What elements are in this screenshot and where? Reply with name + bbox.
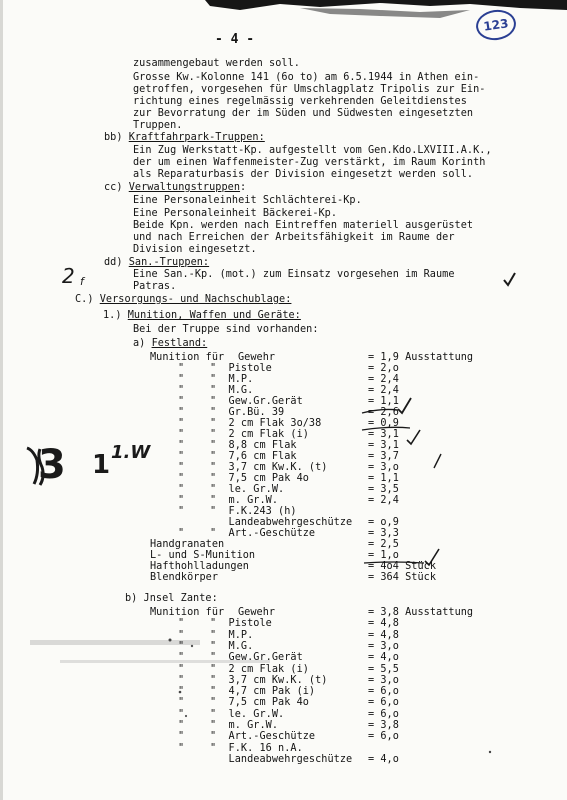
row-item: " Gr.Bü. 39: [210, 407, 285, 418]
body-line: Eine Personaleinheit Bäckerei-Kp.: [133, 208, 338, 219]
row-item: " M.G.: [210, 640, 254, 652]
row-label: ": [178, 506, 185, 517]
row-item: " Pistole: [210, 618, 272, 630]
row-value: = 3,1: [368, 440, 399, 451]
body-line: Grosse Kw.-Kolonne 141 (6o to) am 6.5.1944 in Athen ein-: [133, 72, 480, 83]
row-value: = o,9: [368, 517, 399, 528]
archive-page-stamp: 123: [474, 7, 518, 42]
row-item: " Pistole: [210, 363, 272, 374]
row-item: " M.G.: [210, 385, 254, 396]
row-item: " F.K.243 (h): [210, 506, 297, 517]
body-line: Eine Personaleinheit Schlächterei-Kp.: [133, 195, 362, 206]
row-label: ": [178, 473, 185, 484]
row-item: Gewehr: [238, 352, 276, 363]
handwritten-margin-note: 1.W: [111, 442, 151, 463]
row-label: ": [178, 429, 185, 440]
row-item: " M.P.: [210, 374, 254, 385]
row-label: ": [178, 363, 185, 374]
row-item: " 7,6 cm Flak: [210, 451, 297, 462]
body-line: Ein Zug Werkstatt-Kp. aufgestellt vom Gen.Kdo.LXVIII.A.K.,: [133, 145, 492, 156]
row-label: Hafthohlladungen: [150, 561, 249, 572]
row-value: = 4,8: [368, 618, 399, 630]
row-value: = 6,o: [368, 697, 399, 709]
body-line: zur Bevorratung der im Süden und Südwesten eingesetzten: [133, 108, 474, 119]
body-line: Bei der Truppe sind vorhanden:: [133, 324, 319, 335]
row-value: = 3,1: [368, 429, 399, 440]
row-label: ": [178, 440, 185, 451]
row-label: Munition für: [150, 607, 225, 618]
row-value: = 6,o: [368, 686, 399, 698]
row-label: ": [178, 652, 185, 664]
row-label: ": [178, 484, 185, 495]
row-label: ": [178, 640, 185, 652]
row-value: = 0,9: [368, 418, 399, 429]
row-item: " 3,7 cm Kw.K. (t): [210, 462, 328, 473]
row-item: " Art.-Geschütze: [210, 528, 316, 539]
row-value: = 3,o: [368, 462, 399, 473]
body-line: als Reparaturbasis der Division eingesetzt werden soll.: [133, 169, 474, 180]
row-label: ": [178, 742, 185, 754]
body-line: cc) Verwaltungstruppen:: [104, 182, 247, 193]
row-label: Munition für: [150, 352, 225, 363]
row-label: ": [178, 663, 185, 675]
handwritten-margin-mark-right: 1: [92, 450, 111, 480]
row-label: ": [178, 418, 185, 429]
row-item: " 2 cm Flak (i): [210, 663, 309, 675]
row-item: " le. Gr.W.: [210, 484, 285, 495]
row-value: = 1,o: [368, 550, 399, 561]
row-label: Blendkörper: [150, 572, 219, 583]
row-label: Handgranaten: [150, 539, 225, 550]
row-item: " Gew.Gr.Gerät: [210, 396, 303, 407]
row-value: = 4,8: [368, 629, 399, 641]
row-item: " Art.-Geschütze: [210, 731, 316, 743]
page-number: - 4 -: [215, 32, 255, 47]
row-label: ": [178, 686, 185, 698]
row-item: " 2 cm Flak (i): [210, 429, 309, 440]
row-value: = 3,5: [368, 484, 399, 495]
row-label: ": [178, 462, 185, 473]
row-value: = 2,6: [368, 407, 399, 418]
row-label: L- und S-Munition: [150, 550, 256, 561]
row-value: = 1,1: [368, 473, 399, 484]
body-line: a) Festland:: [133, 338, 208, 349]
row-value: = 2,o: [368, 363, 399, 374]
row-label: ": [178, 396, 185, 407]
row-value: = 3,8: [368, 720, 399, 731]
row-value: = 4,o: [368, 753, 399, 765]
row-item: " 8,8 cm Flak: [210, 440, 297, 451]
row-label: ": [178, 495, 185, 506]
row-value: = 1,1: [368, 396, 399, 407]
row-value: = 6,o: [368, 708, 399, 720]
row-value: = 2,5: [368, 539, 399, 550]
row-value: = 4,o: [368, 652, 399, 664]
body-line: C.) Versorgungs- und Nachschublage:: [75, 294, 292, 305]
handwritten-margin-f: f: [80, 275, 84, 288]
row-label: ": [178, 697, 185, 709]
row-item: " 7,5 cm Pak 4o: [210, 473, 309, 484]
row-item: " Gew.Gr.Gerät: [210, 652, 303, 664]
body-line: Eine San.-Kp. (mot.) zum Einsatz vorgesehen im Raume: [133, 269, 455, 280]
row-item: " F.K. 16 n.A.: [210, 742, 303, 754]
body-line: der um einen Waffenmeister-Zug verstärkt, im Raum Korinth: [133, 157, 486, 168]
row-item: " 2 cm Flak 3o/38: [210, 418, 322, 429]
body-line: Patras.: [133, 281, 177, 292]
row-label: ": [178, 618, 185, 630]
body-line: richtung eines regelmässig verkehrenden Geleitdienstes: [133, 96, 467, 107]
row-value: = 3,7: [368, 451, 399, 462]
row-value: = 3,8 Ausstattung: [368, 607, 474, 618]
row-value: = 3,o: [368, 674, 399, 686]
row-item: Landeabwehrgeschütze: [210, 753, 353, 765]
row-item: " 3,7 cm Kw.K. (t): [210, 674, 328, 686]
row-value: = 4o4 Stück: [368, 561, 437, 572]
row-item: " m. Gr.W.: [210, 495, 279, 506]
row-item: Gewehr: [238, 607, 276, 618]
row-label: ": [178, 629, 185, 641]
row-value: = 1,9 Ausstattung: [368, 352, 474, 363]
body-line: zusammengebaut werden soll.: [133, 58, 300, 69]
handwritten-margin-mark-left: 3: [38, 442, 66, 488]
row-value: = 2,4: [368, 374, 399, 385]
body-line: getroffen, vorgesehen für Umschlagplatz Tripolis zur Ein-: [133, 84, 486, 95]
row-label: ": [178, 708, 185, 720]
row-item: Landeabwehrgeschütze: [210, 517, 353, 528]
body-line: 1.) Munition, Waffen und Geräte:: [103, 310, 301, 321]
row-label: ": [178, 720, 185, 731]
row-value: = 5,5: [368, 663, 399, 675]
row-value: = 3,3: [368, 528, 399, 539]
row-item: " 4,7 cm Pak (i): [210, 686, 316, 698]
row-item: " 7,5 cm Pak 4o: [210, 697, 309, 709]
row-label: ": [178, 731, 185, 743]
zante-heading: b) Jnsel Zante:: [125, 593, 218, 604]
row-value: = 2,4: [368, 385, 399, 396]
row-item: " le. Gr.W.: [210, 708, 285, 720]
body-line: bb) Kraftfahrpark-Truppen:: [104, 132, 265, 143]
body-line: Division eingesetzt.: [133, 244, 257, 255]
handwritten-margin-2: 2: [62, 264, 75, 288]
row-label: ": [178, 451, 185, 462]
body-line: Truppen.: [133, 120, 183, 131]
row-item: " M.P.: [210, 629, 254, 641]
row-value: = 364 Stück: [368, 572, 437, 583]
row-value: = 2,4: [368, 495, 399, 506]
row-value: = 6,o: [368, 731, 399, 743]
row-value: = 3,o: [368, 640, 399, 652]
body-line: dd) San.-Truppen:: [104, 257, 210, 268]
body-line: und nach Erreichen der Arbeitsfähigkeit im Raume der: [133, 232, 455, 243]
body-line: Beide Kpn. werden nach Eintreffen materiell ausgerüstet: [133, 220, 474, 231]
row-label: ": [178, 674, 185, 686]
row-label: ": [178, 385, 185, 396]
row-label: ": [178, 407, 185, 418]
row-item: " m. Gr.W.: [210, 720, 279, 731]
row-label: ": [178, 374, 185, 385]
row-label: ": [178, 528, 185, 539]
